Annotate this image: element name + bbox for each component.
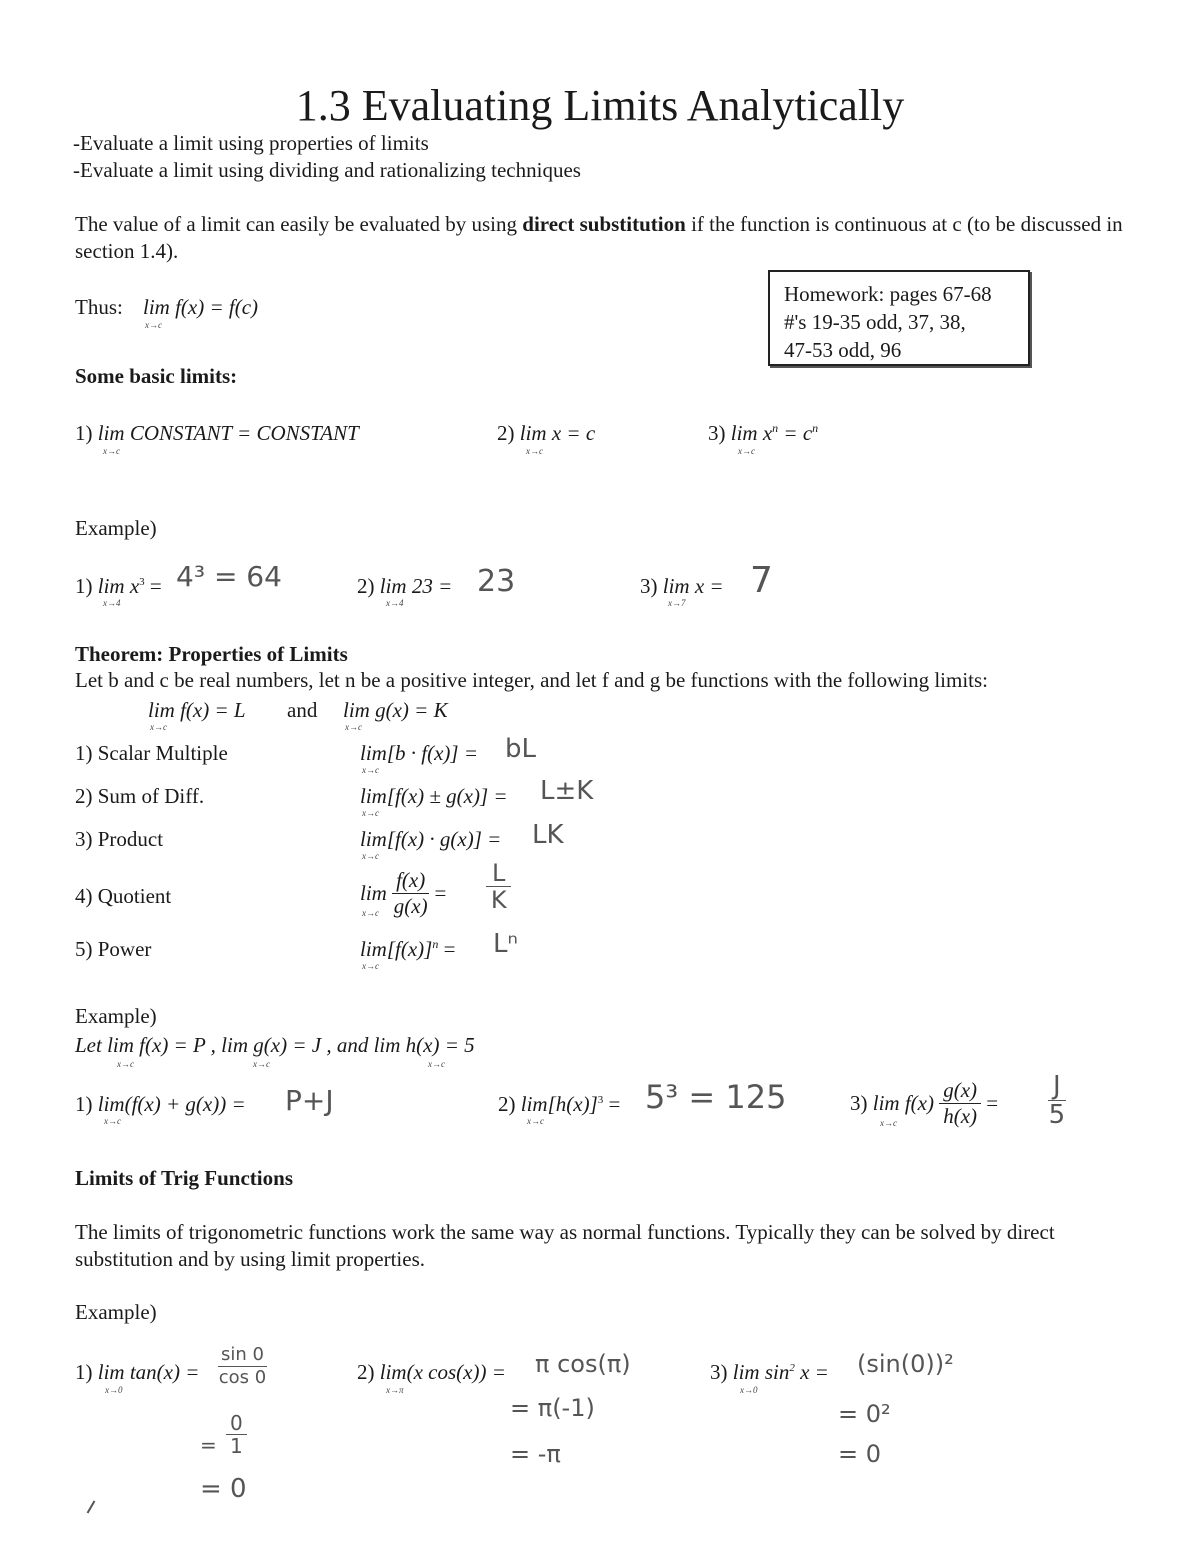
example-2-item-3-eq: = [986,1091,999,1115]
basic-limit-3-subscript: x→c [738,446,755,456]
example-1-item-2-answer: 23 [477,564,516,599]
property-4-fraction [392,868,429,919]
example-1-item-1 [75,574,162,599]
trig-item-3-work-3: = 0 [838,1440,882,1468]
basic-limit-3-sup2: n [812,421,819,435]
example-1-item-1-answer: 4³ = 64 [176,560,282,593]
example-1-item-1-number: 1) [75,574,93,598]
example-2-item-3-expression: lim f(x) [872,1091,934,1115]
basic-limit-3-eq: = c [778,421,813,445]
basic-limit-1-number: 1) [75,421,93,445]
property-1-answer: bL [505,734,536,764]
intro-bold-term: direct substitution [522,212,686,236]
thus-subscript: x→c [145,320,162,330]
trig-item-3 [710,1360,829,1385]
property-2-answer: L±K [540,776,594,806]
theorem-given-and: and [287,698,318,722]
property-4-answer-numerator: L [486,860,511,887]
homework-line-1: Homework: pages 67-68 [784,282,992,306]
trig-item-3-work-2: = 0² [838,1400,891,1428]
trig-heading: Limits of Trig Functions [75,1166,293,1190]
property-4-eq: = [434,881,447,905]
example-2-item-3-answer-numerator: J [1048,1072,1066,1101]
property-4-answer-denominator: K [490,886,507,914]
trig-item-1-subscript: x→0 [105,1385,123,1395]
trig-item-1-step3: = 0 [200,1474,247,1504]
homework-box [768,270,1030,366]
property-5-expression [360,937,455,962]
example-1-item-1-expression: lim x [97,574,140,598]
trig-text: The limits of trigonometric functions work the same way as normal functions. Typically they can be solved by direct substitution and by using limit properties. [75,1220,1055,1271]
basic-limit-1 [75,421,359,446]
property-3-expression: lim[f(x) · g(x)] = [360,827,502,851]
trig-item-3-work-1: (sin(0))² [857,1350,954,1378]
property-4-subscript: x→c [362,908,379,918]
property-3-subscript: x→c [362,851,379,861]
example-2-item-2 [498,1092,620,1117]
trig-item-1-expression: lim tan(x) = [97,1360,200,1384]
basic-limit-1-subscript: x→c [103,446,120,456]
example-1-item-1-subscript: x→4 [103,598,121,608]
basic-limit-3 [708,421,818,446]
example-2-given-sub-f: x→c [117,1059,134,1069]
property-5-eq: = [438,937,456,961]
trig-example-label: Example) [75,1300,157,1324]
example-2-item-3-number: 3) [850,1091,868,1115]
example-1-item-1-sup: 3 [139,576,145,588]
example-2-item-2-expression: lim[h(x)] [520,1092,598,1116]
example-2-item-3-numerator: g(x) [939,1078,981,1104]
theorem-heading: Theorem: Properties of Limits [75,642,348,666]
example-2-item-2-subscript: x→c [527,1116,544,1126]
trig-item-3-expression-tail: x = [794,1360,829,1384]
trig-item-1-step2-eq: = [200,1433,217,1457]
page-title: 1.3 Evaluating Limits Analytically [295,81,905,130]
theorem-given-g: lim g(x) = K [343,698,448,722]
trig-item-3-sup: 2 [789,1362,795,1374]
trig-item-3-expression: lim sin [732,1360,790,1384]
example-1-item-3-subscript: x→7 [668,598,686,608]
theorem-given-f-subscript: x→c [150,722,167,732]
trig-item-1-work-denominator: cos 0 [218,1367,267,1388]
objective-2: -Evaluate a limit using dividing and rationalizing techniques [73,158,581,182]
theorem-given-f: lim f(x) = L [148,698,246,722]
example-2-item-3-answer-denominator: 5 [1048,1100,1066,1130]
stray-pen-mark [87,1500,96,1513]
example-1-item-3-expression: lim x = [662,574,724,598]
objective-1: -Evaluate a limit using properties of limits [73,131,429,155]
example-1-item-1-eq: = [144,574,162,598]
intro-paragraph [75,211,1145,265]
example-2-item-3-subscript: x→c [880,1118,897,1128]
property-5-answer: Lⁿ [493,929,518,959]
example-2-item-3-denominator: h(x) [943,1104,978,1128]
example-2-item-2-sup: 3 [597,1094,604,1106]
trig-item-2-work-2: = π(-1) [510,1394,595,1422]
basic-limit-2-expression: lim x = c [519,421,596,445]
property-4-denominator: g(x) [393,894,428,918]
example-2-given-sub-h: x→c [428,1059,445,1069]
trig-item-3-number: 3) [710,1360,728,1384]
example-2-item-2-number: 2) [498,1092,516,1116]
property-3-name: 3) Product [75,827,164,851]
thus-expression: lim f(x) = f(c) [143,295,259,319]
example-2-item-3-answer [1048,1072,1066,1129]
theorem-given-g-subscript: x→c [345,722,362,732]
trig-item-2 [357,1360,506,1385]
basic-limit-2 [497,421,595,446]
example-2-item-1-expression: lim(f(x) + g(x)) = [97,1092,246,1116]
property-1-expression: lim[b · f(x)] = [360,741,478,765]
example-1-item-3 [640,574,724,599]
basic-limit-1-expression: lim CONSTANT = CONSTANT [97,421,359,445]
trig-item-2-number: 2) [357,1360,375,1384]
trig-item-1 [75,1360,199,1385]
example-2-item-2-eq: = [603,1092,621,1116]
trig-item-2-expression: lim(x cos(x)) = [379,1360,506,1384]
property-1-name: 1) Scalar Multiple [75,741,228,765]
property-5-sup: n [432,937,439,951]
trig-item-1-step2-numerator: 0 [226,1412,247,1435]
trig-item-1-work-numerator: sin 0 [218,1344,267,1367]
trig-item-1-step2-denominator: 1 [230,1434,243,1458]
trig-item-1-work [218,1344,267,1389]
trig-item-2-subscript: x→π [386,1385,404,1395]
example-2-given: Let lim f(x) = P , lim g(x) = J , and lim h(x) = 5 [75,1033,475,1057]
trig-item-2-work-3: = -π [510,1440,561,1468]
example-2-label: Example) [75,1004,157,1028]
trig-item-2-work-1: π cos(π) [535,1350,631,1378]
property-2-expression: lim[f(x) ± g(x)] = [360,784,508,808]
property-4-lim: lim [360,881,387,905]
example-2-item-1-subscript: x→c [104,1116,121,1126]
example-1-item-2 [357,574,452,599]
property-3-answer: LK [532,820,564,850]
property-5-lim: lim[f(x)] [360,937,433,961]
example-2-item-2-answer: 5³ = 125 [645,1078,787,1116]
example-2-item-1 [75,1092,246,1117]
property-5-subscript: x→c [362,961,379,971]
example-2-item-1-number: 1) [75,1092,93,1116]
trig-item-1-number: 1) [75,1360,93,1384]
example-1-item-2-number: 2) [357,574,375,598]
property-1-subscript: x→c [362,765,379,775]
basic-limits-heading: Some basic limits: [75,364,238,388]
example-2-given-sub-g: x→c [253,1059,270,1069]
property-5-name: 5) Power [75,937,152,961]
thus-label: Thus: [75,295,123,319]
example-1-label: Example) [75,516,157,540]
intro-text-pre: The value of a limit can easily be evaluated by using [75,212,523,236]
example-2-item-3 [850,1078,998,1129]
property-4-numerator: f(x) [392,868,429,894]
property-2-subscript: x→c [362,808,379,818]
trig-item-3-subscript: x→0 [740,1385,758,1395]
example-1-item-2-subscript: x→4 [386,598,404,608]
example-1-item-3-number: 3) [640,574,658,598]
property-4-answer [486,860,511,913]
example-1-item-2-expression: lim 23 = [379,574,453,598]
basic-limit-3-sup1: n [772,421,779,435]
basic-limit-3-number: 3) [708,421,726,445]
basic-limit-2-number: 2) [497,421,515,445]
example-2-item-3-fraction [939,1078,981,1129]
theorem-text: Let b and c be real numbers, let n be a positive integer, and let f and g be functions with the following limits: [75,668,989,692]
example-2-item-1-answer: P+J [285,1084,334,1117]
homework-line-3: 47-53 odd, 96 [784,338,902,362]
homework-line-2: #'s 19-35 odd, 37, 38, [784,310,966,334]
property-4-name: 4) Quotient [75,884,172,908]
property-2-name: 2) Sum of Diff. [75,784,205,808]
intro-text-post: if the function is continuous at c (to be discussed in section 1.4). [75,212,1123,263]
basic-limit-2-subscript: x→c [526,446,543,456]
basic-limit-3-lim: lim x [730,421,773,445]
trig-item-1-step2 [226,1412,247,1457]
example-1-item-3-answer: 7 [750,560,773,601]
